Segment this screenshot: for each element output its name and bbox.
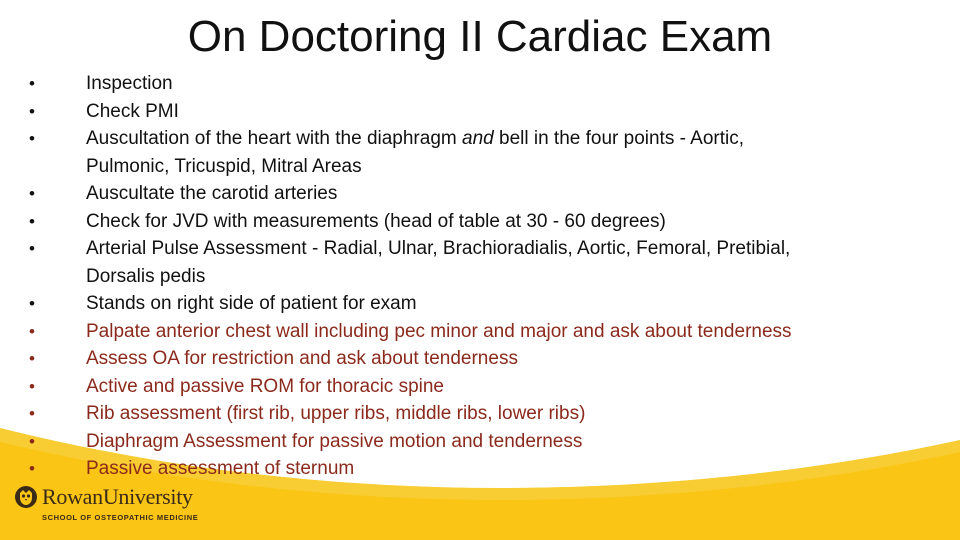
bullet-item-assess-oa: • Assess OA for restriction and ask about tenderness (24, 345, 954, 373)
bullet-icon: • (29, 404, 35, 423)
bullet-item-sternum: • Passive assessment of sternum (24, 455, 954, 483)
rowan-owl-icon (14, 485, 38, 509)
bullet-item-stands-right-side: • Stands on right side of patient for exam (24, 290, 954, 318)
bullet-icon: • (29, 459, 35, 478)
bullet-item-palpate-chest: • Palpate anterior chest wall including pec minor and major and ask about tenderness (24, 318, 954, 346)
bullet-item-check-pmi: • Check PMI (24, 98, 954, 126)
bullet-item-jvd: • Check for JVD with measurements (head of table at 30 - 60 degrees) (24, 208, 954, 236)
logo-subtitle: SCHOOL OF OSTEOPATHIC MEDICINE (42, 513, 199, 522)
slide-title: On Doctoring II Cardiac Exam (187, 12, 773, 61)
bullet-item-rom-thoracic: • Active and passive ROM for thoracic spine (24, 373, 954, 401)
bullet-list (24, 70, 954, 483)
bullet-item-rib-assessment: • Rib assessment (first rib, upper ribs, middle ribs, lower ribs) (24, 400, 954, 428)
bullet-icon: • (29, 376, 35, 396)
rowan-university-logo (14, 484, 198, 522)
bullet-icon: • (29, 431, 35, 451)
bullet-icon: • (29, 101, 35, 121)
bullet-item-arterial-pulse: • Arterial Pulse Assessment - Radial, Ulnar, Brachioradialis, Aortic, Femoral, Pretibial, Dorsalis pedis (24, 235, 954, 290)
bullet-icon: • (29, 294, 35, 313)
logo-wordmark: RowanUniversity (42, 484, 193, 509)
bullet-icon: • (29, 74, 35, 93)
bullet-item-auscultation: • Auscultation of the heart with the diaphragm and bell in the four points - Aortic, Pulmonic, Tricuspid, Mitral Areas (24, 125, 954, 180)
bullet-icon: • (29, 129, 35, 148)
bullet-icon: • (29, 239, 35, 258)
bullet-item-diaphragm: • Diaphragm Assessment for passive motion and tenderness (24, 428, 954, 456)
bullet-icon: • (29, 349, 35, 368)
bullet-item-carotid: • Auscultate the carotid arteries (24, 180, 954, 208)
bullet-icon: • (29, 211, 35, 231)
bullet-item-inspection: • Inspection (24, 70, 954, 98)
bullet-icon: • (29, 321, 35, 341)
bullet-icon: • (29, 184, 35, 203)
